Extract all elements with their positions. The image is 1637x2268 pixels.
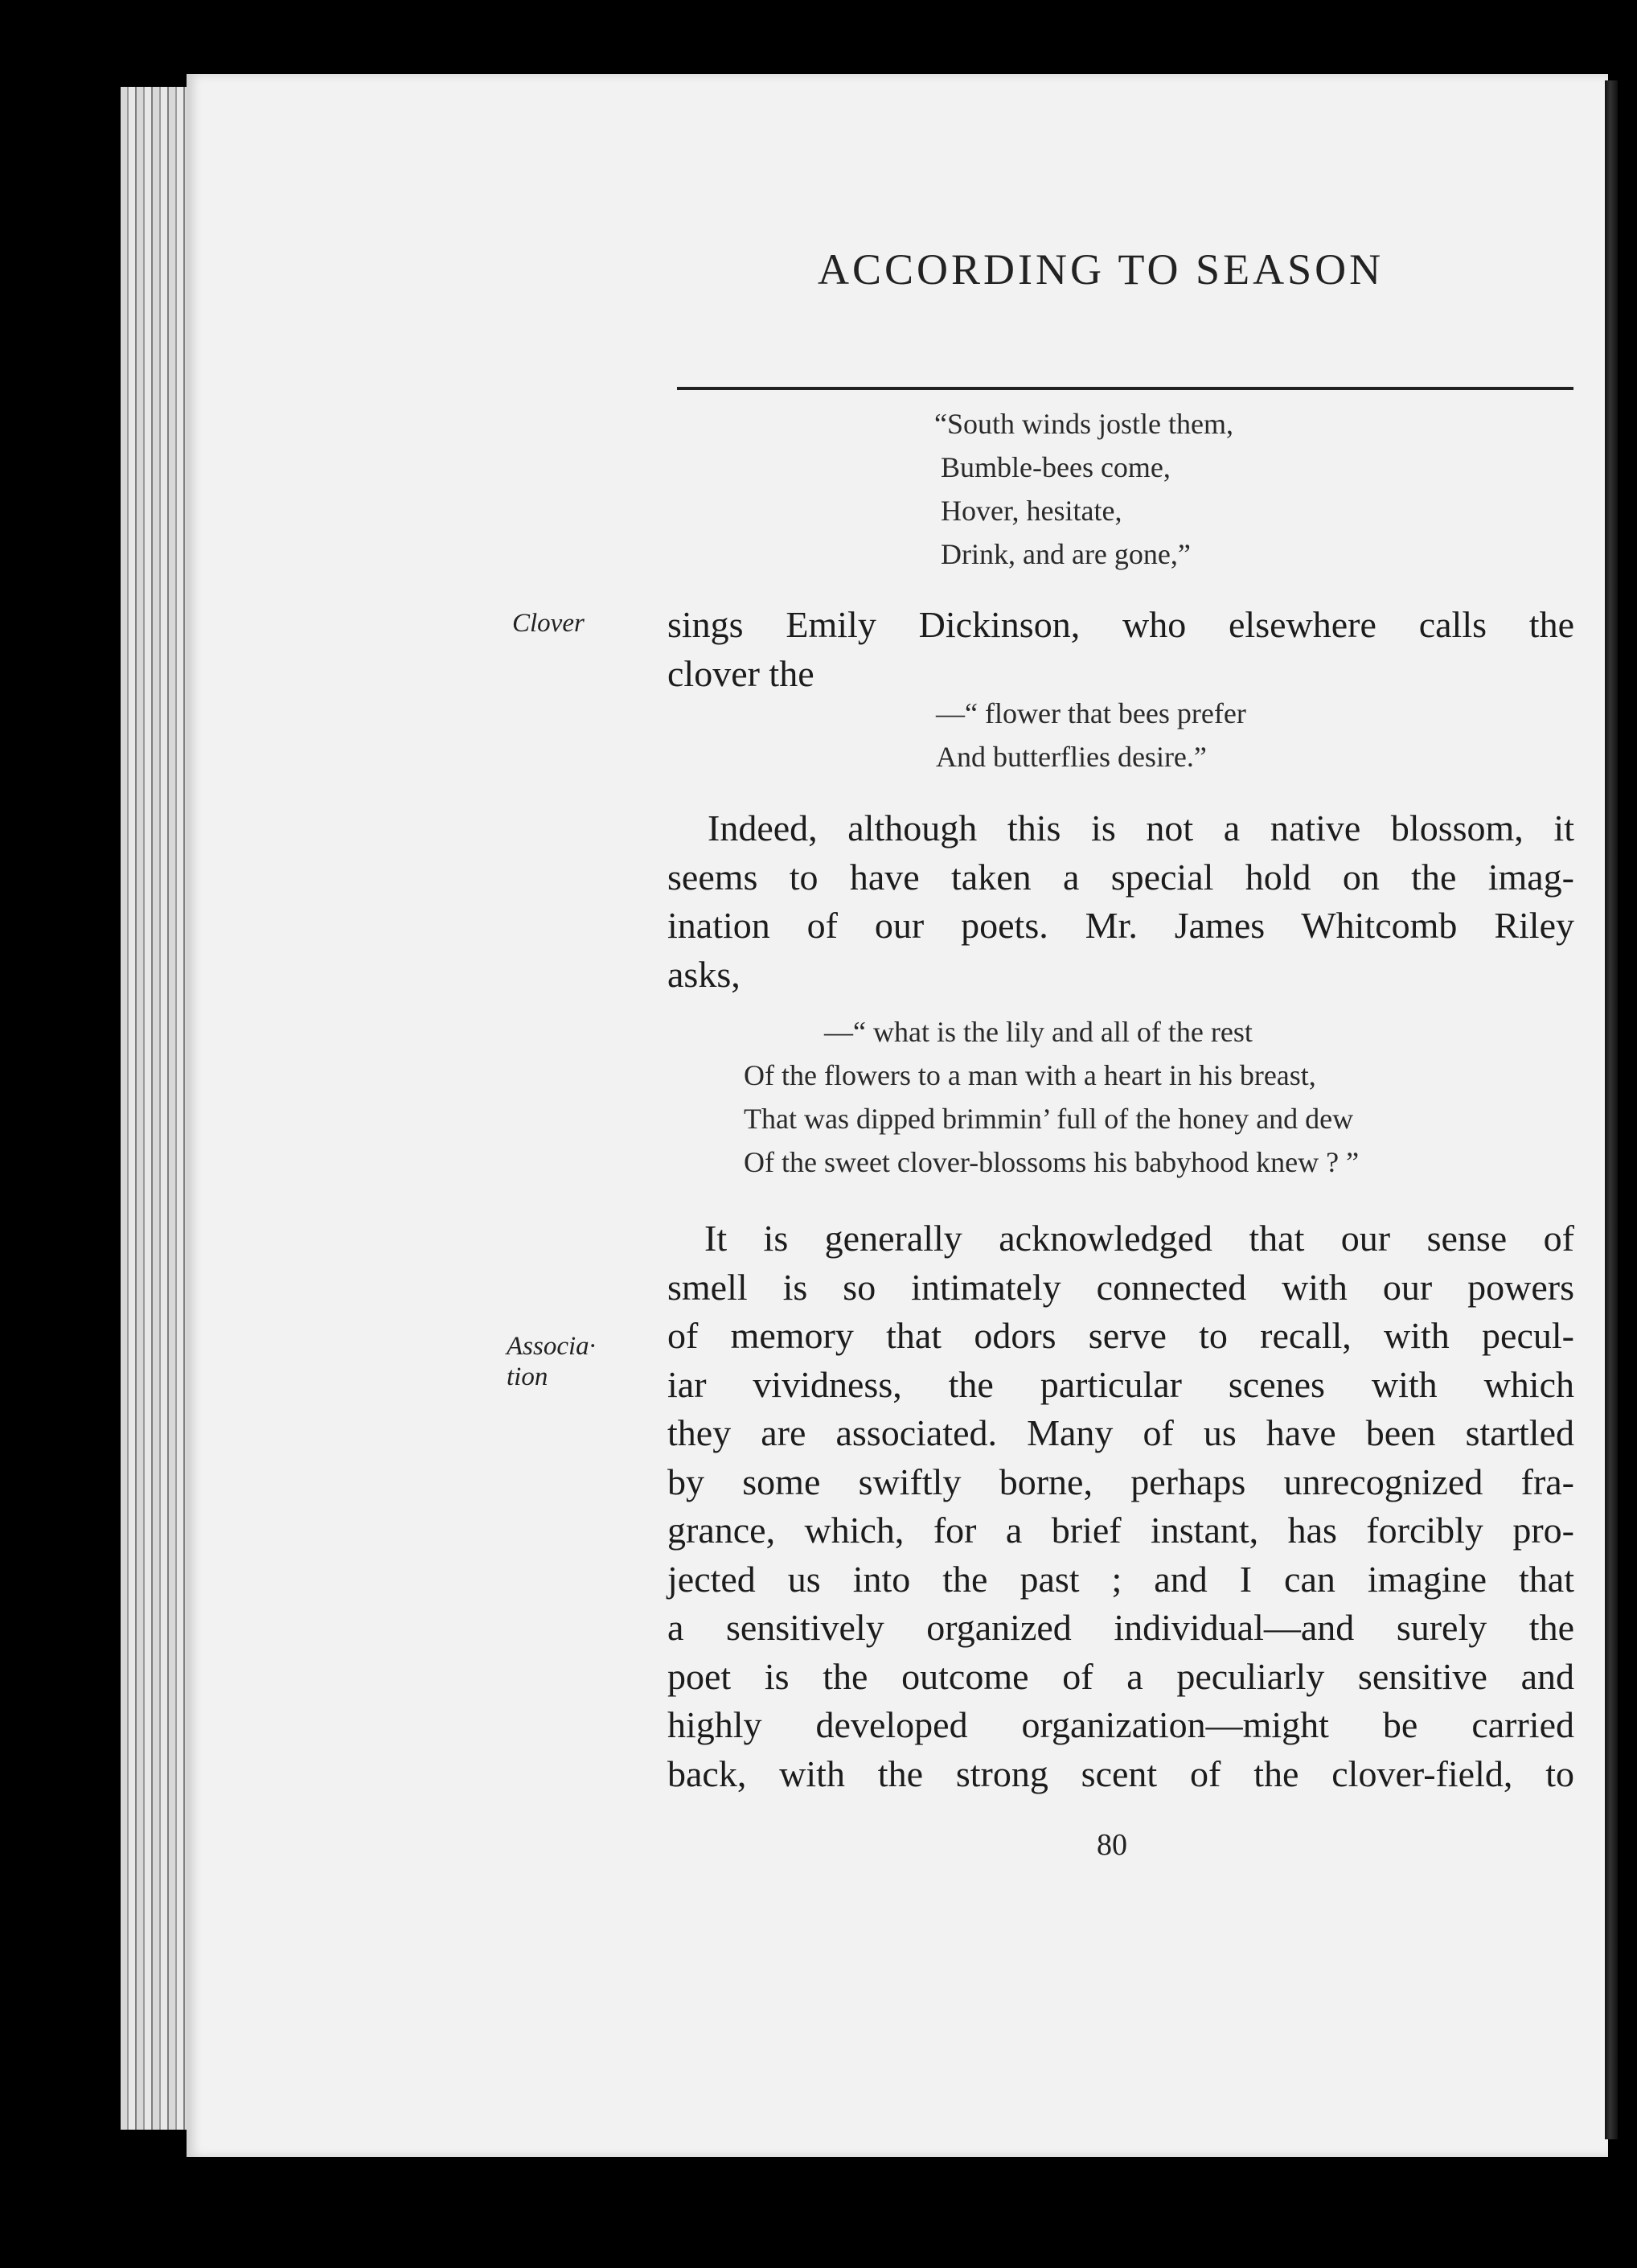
facing-page-edge: [1605, 80, 1618, 2139]
verse-quote-dickinson-2: [936, 692, 1246, 779]
paragraph-2: [667, 804, 1574, 999]
paragraph-line: asks,: [667, 953, 741, 995]
margin-note-clover: Clover: [512, 609, 585, 638]
verse-line: —“ what is the lily and all of the rest: [824, 1016, 1253, 1048]
paragraph-line: by some swiftly borne, perhaps unrecognized fra-: [667, 1461, 1574, 1502]
paragraph-line: Indeed, although this is not a native blossom, it: [708, 807, 1574, 848]
verse-line: Of the flowers to a man with a heart in his breast,: [744, 1059, 1316, 1091]
paragraph-line: sings Emily Dickinson, who elsewhere calls the: [667, 604, 1574, 645]
paragraph-line: poet is the outcome of a peculiarly sensitive and: [667, 1655, 1574, 1697]
verse-quote-riley: [744, 1010, 1359, 1184]
paragraph-line: of memory that odors serve to recall, with pecul-: [667, 1315, 1574, 1356]
paragraph-line: iar vividness, the particular scenes with which: [667, 1363, 1574, 1405]
running-header: ACCORDING TO SEASON: [818, 245, 1385, 294]
page-number: 80: [1097, 1828, 1127, 1862]
paragraph-1: [667, 601, 1574, 698]
paragraph-line: they are associated. Many of us have been startled: [667, 1412, 1574, 1453]
paragraph-3: [667, 1214, 1574, 1798]
margin-note-association: [507, 1331, 596, 1392]
verse-line: Hover, hesitate,: [941, 495, 1122, 527]
header-rule: [677, 387, 1573, 390]
verse-line: “South winds jostle them,: [934, 408, 1233, 440]
verse-line: That was dipped brimmin’ full of the honey and dew: [744, 1103, 1354, 1135]
paragraph-line: jected us into the past ; and I can imagine that: [667, 1558, 1574, 1600]
paragraph-line: seems to have taken a special hold on the imag-: [667, 856, 1574, 898]
book-page: [187, 74, 1608, 2157]
paragraph-line: ination of our poets. Mr. James Whitcomb Riley: [667, 905, 1574, 946]
paragraph-line: highly developed organization—might be carried: [667, 1704, 1574, 1745]
paragraph-line: back, with the strong scent of the clover-field, to: [667, 1752, 1574, 1794]
margin-note-line: tion: [507, 1362, 548, 1391]
margin-note-line: Associa·: [507, 1332, 596, 1361]
paragraph-line: clover the: [667, 652, 814, 694]
verse-line: And butterflies desire.”: [936, 741, 1207, 773]
paragraph-line: grance, which, for a brief instant, has forcibly pro-: [667, 1510, 1574, 1551]
verse-quote-dickinson-1: [934, 402, 1233, 576]
page-stack-edges: [121, 87, 193, 2130]
verse-line: —“ flower that bees prefer: [936, 697, 1246, 729]
verse-line: Bumble-bees come,: [941, 451, 1171, 483]
verse-line: Of the sweet clover-blossoms his babyhood knew ? ”: [744, 1146, 1360, 1178]
paragraph-line: smell is so intimately connected with our powers: [667, 1266, 1574, 1308]
verse-line: Drink, and are gone,”: [941, 538, 1191, 570]
paragraph-line: a sensitively organized individual—and surely the: [667, 1607, 1574, 1648]
paragraph-line: It is generally acknowledged that our sense of: [704, 1218, 1574, 1259]
